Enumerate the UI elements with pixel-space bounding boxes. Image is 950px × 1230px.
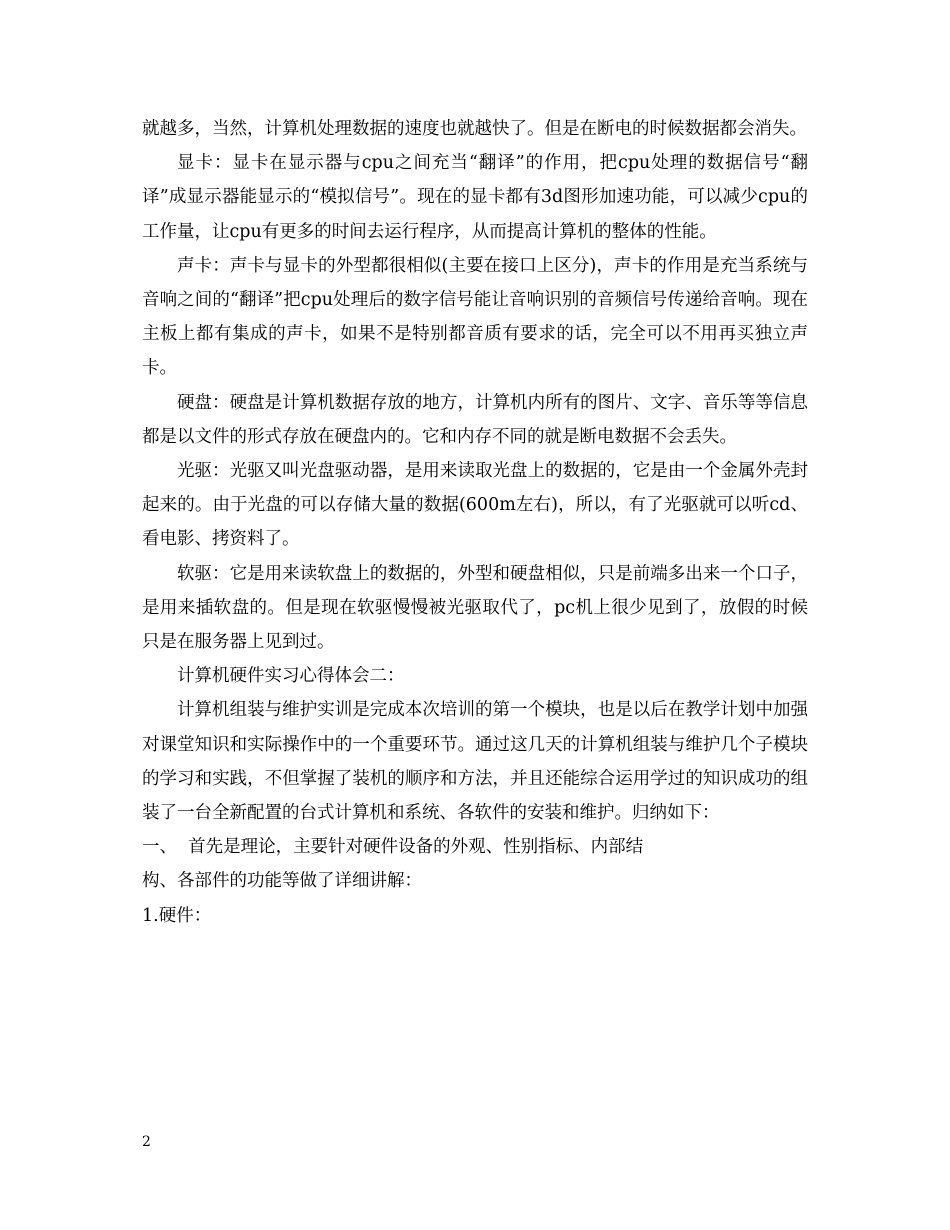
paragraph-training-summary: 计算机组装与维护实训是完成本次培训的第一个模块，也是以后在教学计划中加强对课堂知识和实际操作中的一个重要环节。通过这几天的计算机组装与维护几个子模块的学习和实践，不但掌握了装机的顺序和方法，并且还能综合运用学过的知识成功的组装了一台全新配置的台式计算机和系统、各软件的安装和维护。归纳如下： [142,700,808,824]
list-item-theory: 一、 首先是理论，主要针对硬件设备的外观、性别指标、内部结 [142,837,644,858]
paragraph-graphics-card: 显卡：显卡在显示器与cpu之间充当“翻译”的作用，把cpu处理的数据信号“翻译”成显示器能显示的“模拟信号”。现在的显卡都有3d图形加速功能，可以减少cpu的工作量，让cpu有更多的时间去运行程序，从而提高计算机的整体的性能。 [142,153,808,242]
paragraph-hard-disk: 硬盘：硬盘是计算机数据存放的地方，计算机内所有的图片、文字、音乐等等信息都是以文件的形式存放在硬盘内的。它和内存不同的就是断电数据不会丢失。 [142,392,808,447]
paragraph-sound-card: 声卡：声卡与显卡的外型都很相似(主要在接口上区分)，声卡的作用是充当系统与音响之间的“翻译”把cpu处理后的数字信号能让音响识别的音频信号传递给音响。现在主板上都有集成的声卡，如果不是特别都音质有要求的话，完全可以不用再买独立声卡。 [142,255,808,379]
paragraph-optical-drive: 光驱：光驱又叫光盘驱动器，是用来读取光盘上的数据的，它是由一个金属外壳封起来的。由于光盘的可以存储大量的数据(600m左右)，所以，有了光驱就可以听cd、看电影、拷资料了。 [142,461,808,550]
section-heading: 计算机硬件实习心得体会二： [177,666,405,687]
paragraph-floppy-drive: 软驱：它是用来读软盘上的数据的，外型和硬盘相似，只是前端多出来一个口子，是用来插软盘的。但是现在软驱慢慢被光驱取代了，pc机上很少见到了，放假的时候只是在服务器上见到过。 [142,563,808,653]
list-item-hardware: 1.硬件： [142,905,212,926]
paragraph-memory-continuation: 就越多，当然，计算机处理数据的速度也就越快了。但是在断电的时候数据都会消失。 [142,119,807,139]
page-number: 2 [142,1134,151,1150]
list-item-theory-continued: 构、各部件的功能等做了详细讲解： [142,871,422,892]
document-body [142,112,808,933]
